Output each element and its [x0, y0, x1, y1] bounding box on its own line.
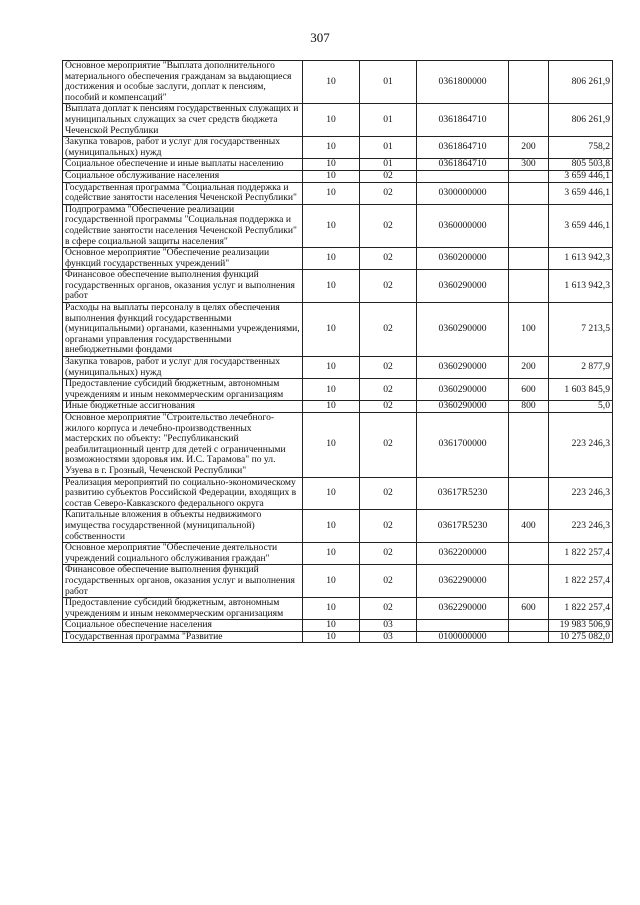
row-name-cell: Социальное обеспечение и иные выплаты населению	[63, 159, 303, 171]
row-subsection-cell: 02	[360, 270, 417, 303]
table-row	[63, 357, 613, 379]
row-amount-cell: 805 503,8	[549, 159, 613, 171]
row-name-cell: Иные бюджетные ассигнования	[63, 401, 303, 413]
table-row	[63, 61, 613, 104]
row-section-cell: 10	[303, 413, 360, 478]
row-target-article-cell: 0361864710	[417, 137, 509, 159]
row-section-cell: 10	[303, 620, 360, 632]
table-row	[63, 620, 613, 632]
table-body	[63, 61, 613, 643]
row-subsection-cell: 02	[360, 598, 417, 620]
row-target-article-cell: 0300000000	[417, 182, 509, 204]
row-amount-cell: 3 659 446,1	[549, 204, 613, 247]
row-subsection-cell: 02	[360, 401, 417, 413]
row-target-article-cell: 0360290000	[417, 379, 509, 401]
row-target-article-cell: 0360290000	[417, 303, 509, 357]
row-section-cell: 10	[303, 159, 360, 171]
row-target-article-cell: 03617R5230	[417, 510, 509, 543]
row-expense-type-cell: 200	[509, 357, 549, 379]
row-amount-cell: 223 246,3	[549, 413, 613, 478]
row-amount-cell: 2 877,9	[549, 357, 613, 379]
row-expense-type-cell	[509, 248, 549, 270]
row-expense-type-cell: 100	[509, 303, 549, 357]
row-target-article-cell: 0362200000	[417, 543, 509, 565]
row-amount-cell: 806 261,9	[549, 61, 613, 104]
row-subsection-cell: 02	[360, 379, 417, 401]
row-section-cell: 10	[303, 182, 360, 204]
row-amount-cell: 1 603 845,9	[549, 379, 613, 401]
row-target-article-cell: 0362290000	[417, 565, 509, 598]
row-name-cell: Основное мероприятие "Обеспечение реализации функций государственных учреждений"	[63, 248, 303, 270]
row-subsection-cell: 02	[360, 182, 417, 204]
row-name-cell: Основное мероприятие "Обеспечение деятельности учреждений социального обслуживания граждан"	[63, 543, 303, 565]
row-section-cell: 10	[303, 477, 360, 510]
row-subsection-cell: 03	[360, 620, 417, 632]
row-amount-cell: 3 659 446,1	[549, 170, 613, 182]
row-target-article-cell: 03617R5230	[417, 477, 509, 510]
row-subsection-cell: 02	[360, 565, 417, 598]
row-section-cell: 10	[303, 204, 360, 247]
row-target-article-cell: 0361700000	[417, 413, 509, 478]
row-section-cell: 10	[303, 137, 360, 159]
row-target-article-cell: 0360000000	[417, 204, 509, 247]
row-expense-type-cell: 300	[509, 159, 549, 171]
row-expense-type-cell	[509, 204, 549, 247]
table-row	[63, 104, 613, 137]
row-expense-type-cell	[509, 565, 549, 598]
row-amount-cell: 1 613 942,3	[549, 270, 613, 303]
table-row	[63, 543, 613, 565]
row-amount-cell: 1 613 942,3	[549, 248, 613, 270]
row-section-cell: 10	[303, 61, 360, 104]
row-target-article-cell	[417, 170, 509, 182]
row-section-cell: 10	[303, 598, 360, 620]
row-target-article-cell: 0360290000	[417, 401, 509, 413]
row-expense-type-cell	[509, 170, 549, 182]
row-name-cell: Закупка товаров, работ и услуг для государственных (муниципальных) нужд	[63, 137, 303, 159]
row-section-cell: 10	[303, 104, 360, 137]
row-amount-cell: 3 659 446,1	[549, 182, 613, 204]
row-name-cell: Предоставление субсидий бюджетным, автономным учреждениям и иным некоммерческим организациям	[63, 379, 303, 401]
row-section-cell: 10	[303, 543, 360, 565]
row-amount-cell: 19 983 506,9	[549, 620, 613, 632]
row-expense-type-cell	[509, 270, 549, 303]
table-row	[63, 204, 613, 247]
row-expense-type-cell	[509, 620, 549, 632]
row-name-cell: Государственная программа "Развитие	[63, 631, 303, 643]
row-subsection-cell: 02	[360, 477, 417, 510]
row-subsection-cell: 02	[360, 170, 417, 182]
table-row	[63, 477, 613, 510]
table-row	[63, 248, 613, 270]
row-amount-cell: 223 246,3	[549, 510, 613, 543]
row-amount-cell: 1 822 257,4	[549, 598, 613, 620]
row-subsection-cell: 02	[360, 357, 417, 379]
table-row	[63, 303, 613, 357]
row-section-cell: 10	[303, 631, 360, 643]
row-section-cell: 10	[303, 248, 360, 270]
row-name-cell: Реализация мероприятий по социально-экономическому развитию субъектов Российской Федерации, входящих в состав Северо-Кавказского федерального округа	[63, 477, 303, 510]
row-target-article-cell: 0361864710	[417, 104, 509, 137]
row-target-article-cell: 0100000000	[417, 631, 509, 643]
row-name-cell: Основное мероприятие "Строительство лечебного-жилого корпуса и лечебно-производственных мастерских по объекту: "Республиканский реабилитационный центр для детей с ограниченными возможностями здоровья им. И.С. Тарамова" по ул. Узуева в г. Грозный, Чеченской Республики"	[63, 413, 303, 478]
row-expense-type-cell: 600	[509, 379, 549, 401]
table-row	[63, 182, 613, 204]
row-subsection-cell: 01	[360, 137, 417, 159]
row-section-cell: 10	[303, 510, 360, 543]
table-row	[63, 598, 613, 620]
row-section-cell: 10	[303, 565, 360, 598]
table-row	[63, 270, 613, 303]
row-name-cell: Подпрограмма "Обеспечение реализации государственной программы "Социальная поддержка и содействие занятости населения Чеченской Республики" в сфере социальной защиты населения"	[63, 204, 303, 247]
row-target-article-cell: 0361864710	[417, 159, 509, 171]
table-row	[63, 401, 613, 413]
row-target-article-cell: 0360290000	[417, 357, 509, 379]
row-expense-type-cell	[509, 61, 549, 104]
row-target-article-cell: 0360200000	[417, 248, 509, 270]
row-subsection-cell: 03	[360, 631, 417, 643]
table-row	[63, 510, 613, 543]
row-expense-type-cell	[509, 543, 549, 565]
row-section-cell: 10	[303, 357, 360, 379]
row-expense-type-cell: 800	[509, 401, 549, 413]
row-name-cell: Расходы на выплаты персоналу в целях обеспечения выполнения функций государственными (муниципальными) органами, казенными учреждениями, органами управления государственными внебюджетными фондами	[63, 303, 303, 357]
row-name-cell: Социальное обеспечение населения	[63, 620, 303, 632]
row-subsection-cell: 02	[360, 413, 417, 478]
row-amount-cell: 1 822 257,4	[549, 543, 613, 565]
table-row	[63, 137, 613, 159]
row-subsection-cell: 02	[360, 204, 417, 247]
row-expense-type-cell: 600	[509, 598, 549, 620]
row-subsection-cell: 01	[360, 104, 417, 137]
row-name-cell: Финансовое обеспечение выполнения функций государственных органов, оказания услуг и выполнения работ	[63, 565, 303, 598]
table-row	[63, 159, 613, 171]
row-expense-type-cell	[509, 413, 549, 478]
row-target-article-cell: 0361800000	[417, 61, 509, 104]
row-section-cell: 10	[303, 401, 360, 413]
row-subsection-cell: 01	[360, 159, 417, 171]
table-row	[63, 413, 613, 478]
row-expense-type-cell: 200	[509, 137, 549, 159]
row-name-cell: Капитальные вложения в объекты недвижимого имущества государственной (муниципальной) собственности	[63, 510, 303, 543]
row-subsection-cell: 02	[360, 248, 417, 270]
row-expense-type-cell	[509, 182, 549, 204]
page-number: 307	[310, 30, 330, 45]
row-name-cell: Основное мероприятие "Выплата дополнительного материального обеспечения гражданам за выдающиеся достижения и особые заслуги, доплат к пенсиям, пособий и компенсаций"	[63, 61, 303, 104]
row-name-cell: Закупка товаров, работ и услуг для государственных (муниципальных) нужд	[63, 357, 303, 379]
table-row	[63, 631, 613, 643]
table-row	[63, 379, 613, 401]
row-section-cell: 10	[303, 270, 360, 303]
row-name-cell: Выплата доплат к пенсиям государственных служащих и муниципальных служащих за счет средств бюджета Чеченской Республики	[63, 104, 303, 137]
row-name-cell: Финансовое обеспечение выполнения функций государственных органов, оказания услуг и выполнения работ	[63, 270, 303, 303]
row-target-article-cell: 0360290000	[417, 270, 509, 303]
budget-table	[62, 60, 613, 643]
row-subsection-cell: 02	[360, 543, 417, 565]
row-amount-cell: 223 246,3	[549, 477, 613, 510]
row-subsection-cell: 02	[360, 510, 417, 543]
table-row	[63, 170, 613, 182]
row-subsection-cell: 02	[360, 303, 417, 357]
row-amount-cell: 10 275 082,0	[549, 631, 613, 643]
row-name-cell: Государственная программа "Социальная поддержка и содействие занятости населения Чеченской Республики"	[63, 182, 303, 204]
row-amount-cell: 758,2	[549, 137, 613, 159]
row-subsection-cell: 01	[360, 61, 417, 104]
row-target-article-cell: 0362290000	[417, 598, 509, 620]
row-amount-cell: 7 213,5	[549, 303, 613, 357]
row-amount-cell: 806 261,9	[549, 104, 613, 137]
row-section-cell: 10	[303, 379, 360, 401]
table-row	[63, 565, 613, 598]
row-expense-type-cell: 400	[509, 510, 549, 543]
row-amount-cell: 1 822 257,4	[549, 565, 613, 598]
row-name-cell: Социальное обслуживание населения	[63, 170, 303, 182]
row-section-cell: 10	[303, 303, 360, 357]
row-target-article-cell	[417, 620, 509, 632]
row-expense-type-cell	[509, 104, 549, 137]
row-expense-type-cell	[509, 477, 549, 510]
row-section-cell: 10	[303, 170, 360, 182]
row-expense-type-cell	[509, 631, 549, 643]
row-name-cell: Предоставление субсидий бюджетным, автономным учреждениям и иным некоммерческим организациям	[63, 598, 303, 620]
row-amount-cell: 5,0	[549, 401, 613, 413]
